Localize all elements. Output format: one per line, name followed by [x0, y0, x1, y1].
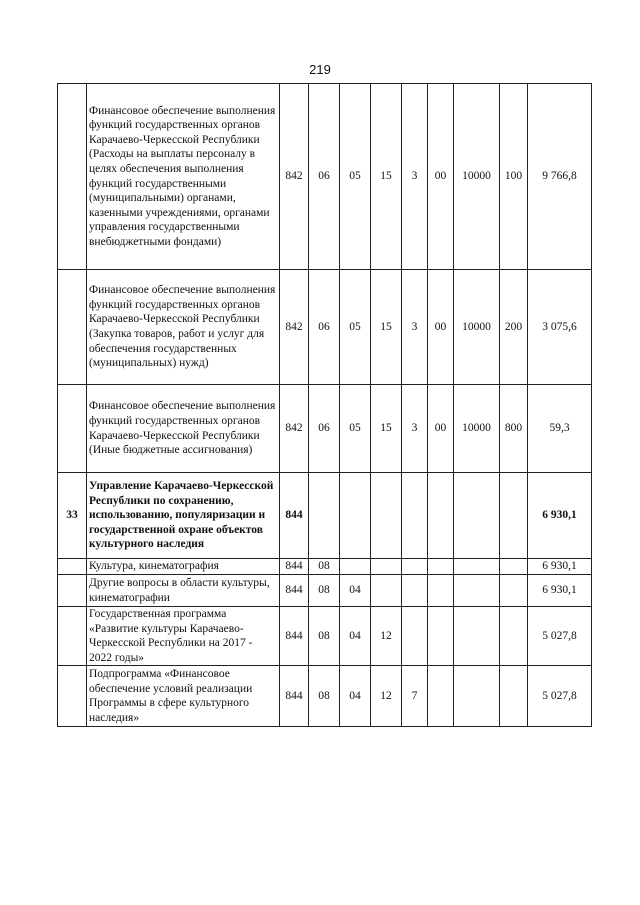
direction-code: 10000 [454, 84, 500, 270]
ved-code: 844 [280, 559, 309, 575]
main-event-code [428, 666, 454, 727]
table-row [58, 84, 592, 270]
section-code: 08 [309, 666, 340, 727]
row-name: Финансовое обеспечение выполнения функций государственных органов Карачаево-Черкесской Республики (Расходы на выплаты персоналу в целях обеспечения выполнения функций государственными (муниципальными) органами, казенными учреждениями, органами управления государственными внебюджетными фондами) [87, 84, 280, 270]
expense-type-code: 800 [500, 385, 528, 473]
program-code: 15 [371, 270, 402, 385]
row-name: Другие вопросы в области культуры, кинематографии [87, 575, 280, 607]
direction-code: 10000 [454, 385, 500, 473]
budget-table [57, 83, 592, 727]
amount: 6 930,1 [528, 559, 592, 575]
row-number: 33 [58, 473, 87, 559]
direction-code [454, 559, 500, 575]
row-number [58, 575, 87, 607]
amount: 6 930,1 [528, 473, 592, 559]
subprogram-code: 3 [402, 385, 428, 473]
ved-code: 842 [280, 84, 309, 270]
expense-type-code [500, 559, 528, 575]
direction-code [454, 607, 500, 666]
ved-code: 844 [280, 666, 309, 727]
subprogram-code: 7 [402, 666, 428, 727]
row-number [58, 84, 87, 270]
main-event-code [428, 607, 454, 666]
ved-code: 842 [280, 270, 309, 385]
section-code: 06 [309, 84, 340, 270]
section-code: 08 [309, 575, 340, 607]
table-row [58, 559, 592, 575]
ved-code: 842 [280, 385, 309, 473]
table-row [58, 575, 592, 607]
main-event-code [428, 473, 454, 559]
subsection-code: 04 [340, 666, 371, 727]
subprogram-code [402, 559, 428, 575]
subsection-code [340, 473, 371, 559]
row-name: Культура, кинематография [87, 559, 280, 575]
amount: 6 930,1 [528, 575, 592, 607]
ved-code: 844 [280, 607, 309, 666]
direction-code: 10000 [454, 270, 500, 385]
amount: 5 027,8 [528, 607, 592, 666]
expense-type-code [500, 666, 528, 727]
section-code: 08 [309, 559, 340, 575]
direction-code [454, 575, 500, 607]
subprogram-code [402, 575, 428, 607]
section-code [309, 473, 340, 559]
subprogram-code: 3 [402, 84, 428, 270]
section-code: 06 [309, 385, 340, 473]
row-number [58, 385, 87, 473]
expense-type-code: 100 [500, 84, 528, 270]
subsection-code: 04 [340, 575, 371, 607]
subprogram-code: 3 [402, 270, 428, 385]
amount: 9 766,8 [528, 84, 592, 270]
section-code: 08 [309, 607, 340, 666]
main-event-code: 00 [428, 84, 454, 270]
program-code [371, 473, 402, 559]
program-code [371, 575, 402, 607]
row-number [58, 607, 87, 666]
direction-code [454, 473, 500, 559]
page-number: 219 [309, 62, 331, 77]
subsection-code: 04 [340, 607, 371, 666]
subprogram-code [402, 607, 428, 666]
expense-type-code [500, 575, 528, 607]
row-name: Управление Карачаево-Черкесской Республики по сохранению, использованию, популяризации и государственной охране объектов культурного наследия [87, 473, 280, 559]
program-code: 12 [371, 607, 402, 666]
row-name: Подпрограмма «Финансовое обеспечение условий реализации Программы в сфере культурного наследия» [87, 666, 280, 727]
subsection-code: 05 [340, 270, 371, 385]
table-row [58, 607, 592, 666]
table-row [58, 666, 592, 727]
program-code: 12 [371, 666, 402, 727]
subsection-code: 05 [340, 385, 371, 473]
row-name: Государственная программа «Развитие культуры Карачаево-Черкесской Республики на 2017 - 2022 годы» [87, 607, 280, 666]
table-row [58, 385, 592, 473]
section-code: 06 [309, 270, 340, 385]
row-name: Финансовое обеспечение выполнения функций государственных органов Карачаево-Черкесской Республики (Иные бюджетные ассигнования) [87, 385, 280, 473]
subsection-code: 05 [340, 84, 371, 270]
subprogram-code [402, 473, 428, 559]
main-event-code [428, 575, 454, 607]
main-event-code [428, 559, 454, 575]
amount: 59,3 [528, 385, 592, 473]
row-name: Финансовое обеспечение выполнения функций государственных органов Карачаево-Черкесской Республики (Закупка товаров, работ и услуг для обеспечения государственных (муниципальных) нужд) [87, 270, 280, 385]
program-code: 15 [371, 385, 402, 473]
subsection-code [340, 559, 371, 575]
expense-type-code [500, 607, 528, 666]
row-number [58, 559, 87, 575]
main-event-code: 00 [428, 270, 454, 385]
main-event-code: 00 [428, 385, 454, 473]
program-code [371, 559, 402, 575]
amount: 3 075,6 [528, 270, 592, 385]
ved-code: 844 [280, 575, 309, 607]
row-number [58, 666, 87, 727]
amount: 5 027,8 [528, 666, 592, 727]
direction-code [454, 666, 500, 727]
expense-type-code [500, 473, 528, 559]
table-row [58, 473, 592, 559]
program-code: 15 [371, 84, 402, 270]
ved-code: 844 [280, 473, 309, 559]
table-row [58, 270, 592, 385]
row-number [58, 270, 87, 385]
expense-type-code: 200 [500, 270, 528, 385]
